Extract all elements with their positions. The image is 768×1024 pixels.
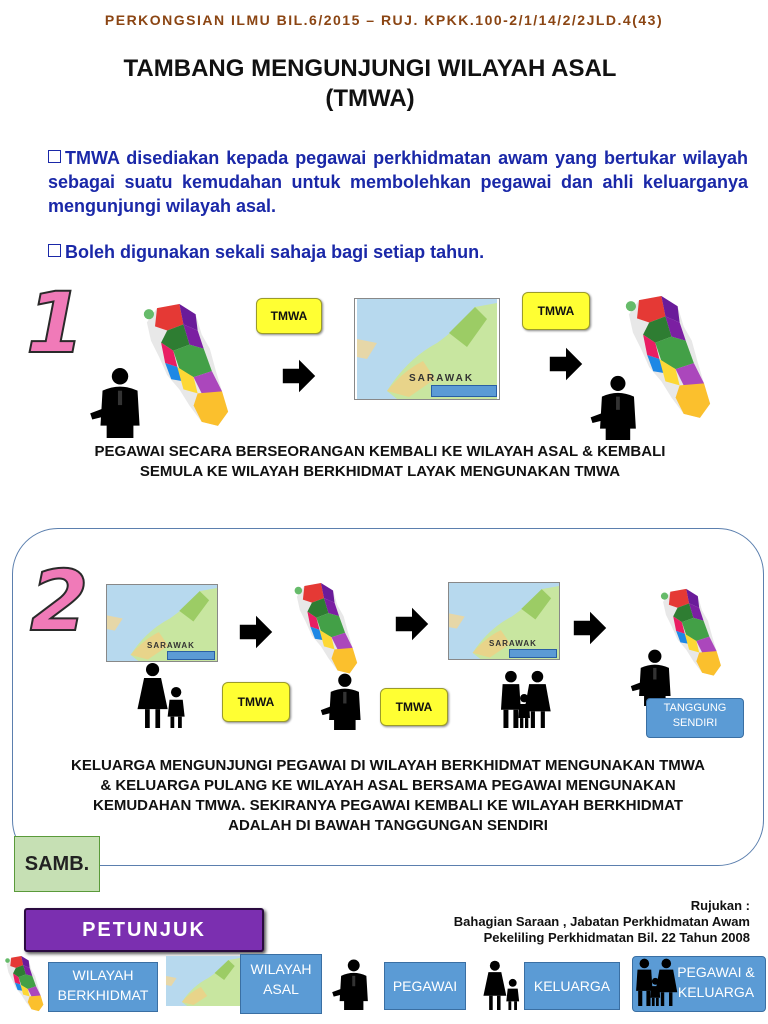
map-highlight-bar (167, 651, 215, 660)
arrow-right-icon (238, 614, 274, 650)
peninsular-map-icon (284, 580, 370, 678)
caption-2-line-4: ADALAH DI BAWAH TANGGUNGAN SENDIRI (228, 817, 548, 834)
title-line-1: TAMBANG MENGUNJUNGI WILAYAH ASAL (123, 55, 617, 82)
family-icon (496, 668, 554, 730)
arrow-right-icon (281, 358, 317, 394)
title-line-2: (TMWA) (325, 85, 415, 112)
checkbox-bullet-icon (48, 150, 61, 163)
officer-icon (588, 374, 646, 440)
scenario-2-caption (20, 756, 756, 836)
bullet-2 (48, 240, 748, 264)
samb-button[interactable]: SAMB. (14, 836, 100, 892)
bullet-1-text: TMWA disediakan kepada pegawai perkhidmatan awam yang bertukar wilayah sebagai suatu kemudahan untuk membolehkan pegawai dan ahli keluarganya mengunjungi wilayah asal. (48, 148, 748, 216)
petunjuk-banner: PETUNJUK (24, 908, 264, 952)
rujukan-line-2: Pekeliling Perkhidmatan Bil. 22 Tahun 2008 (483, 930, 750, 945)
scenario-1-caption (20, 442, 740, 482)
wife-child-icon (480, 960, 524, 1010)
officer-icon (318, 672, 370, 730)
map-label-sarawak: SARAWAK (409, 373, 475, 384)
arrow-right-icon (394, 606, 430, 642)
checkbox-bullet-icon (48, 244, 61, 257)
east-map-icon (355, 299, 499, 399)
legend-keluarga: KELUARGA (524, 962, 620, 1010)
bullet-1 (48, 146, 748, 218)
legend-wilayah-asal (240, 954, 322, 1014)
map-label-sarawak: SARAWAK (489, 639, 537, 648)
tanggung-sendiri-label: TANGGUNG SENDIRI (646, 698, 744, 738)
east-malaysia-map (448, 582, 560, 660)
legend-pegawai-keluarga-line-1: PEGAWAI & (677, 964, 755, 980)
arrow-right-icon (572, 610, 608, 646)
scenario-2-number: 2 (30, 552, 89, 650)
east-map-icon (166, 956, 240, 1006)
officer-icon (330, 958, 376, 1010)
bullet-2-text: Boleh digunakan sekali sahaja bagi setiap tahun. (65, 242, 485, 262)
legend-pegawai-keluarga-line-2: KELUARGA (677, 984, 755, 1000)
legend-wilayah-asal-line-1: WILAYAH (250, 961, 312, 977)
page-title (0, 54, 740, 114)
scenario-1-number: 1 (26, 274, 85, 372)
rujukan-block (454, 898, 750, 946)
legend-wilayah-berkhidmat-line-2: BERKHIDMAT (57, 987, 149, 1003)
header-reference: PERKONGSIAN ILMU BIL.6/2015 – RUJ. KPKK.100-2/1/14/2/2JLD.4(43) (104, 12, 664, 28)
tmwa-badge-4: TMWA (380, 688, 448, 726)
legend-wilayah-berkhidmat (48, 962, 158, 1012)
arrow-right-icon (548, 346, 584, 382)
caption-1-line-2: SEMULA KE WILAYAH BERKHIDMAT LAYAK MENGUNAKAN TMWA (139, 463, 621, 480)
map-highlight-bar (431, 385, 497, 397)
legend-pegawai-keluarga (668, 962, 764, 1002)
east-malaysia-map (354, 298, 500, 400)
wife-child-icon (132, 662, 192, 728)
rujukan-line-1: Bahagian Saraan , Jabatan Perkhidmatan Awam (453, 914, 750, 929)
tmwa-badge-3: TMWA (222, 682, 290, 722)
east-malaysia-map (106, 584, 218, 662)
officer-icon (88, 366, 150, 438)
legend-wilayah-berkhidmat-line-1: WILAYAH (72, 967, 134, 983)
peninsular-map-icon (2, 954, 48, 1014)
caption-2-line-1: KELUARGA MENGUNJUNGI PEGAWAI DI WILAYAH BERKHIDMAT MENGUNAKAN TMWA (71, 757, 705, 774)
tmwa-badge-1: TMWA (256, 298, 322, 334)
map-highlight-bar (509, 649, 557, 658)
legend-wilayah-asal-line-2: ASAL (263, 981, 299, 997)
caption-2-line-2: & KELUARGA PULANG KE WILAYAH ASAL BERSAMA PEGAWAI MENGUNAKAN (100, 777, 676, 794)
tmwa-badge-2: TMWA (522, 292, 590, 330)
caption-2-line-3: KEMUDAHAN TMWA. SEKIRANYA PEGAWAI KEMBALI KE WILAYAH BERKHIDMAT (92, 797, 684, 814)
map-label-sarawak: SARAWAK (147, 641, 195, 650)
rujukan-heading: Rujukan : (690, 898, 750, 913)
legend-pegawai: PEGAWAI (384, 962, 466, 1010)
caption-1-line-1: PEGAWAI SECARA BERSEORANGAN KEMBALI KE WILAYAH ASAL & KEMBALI (94, 443, 666, 460)
